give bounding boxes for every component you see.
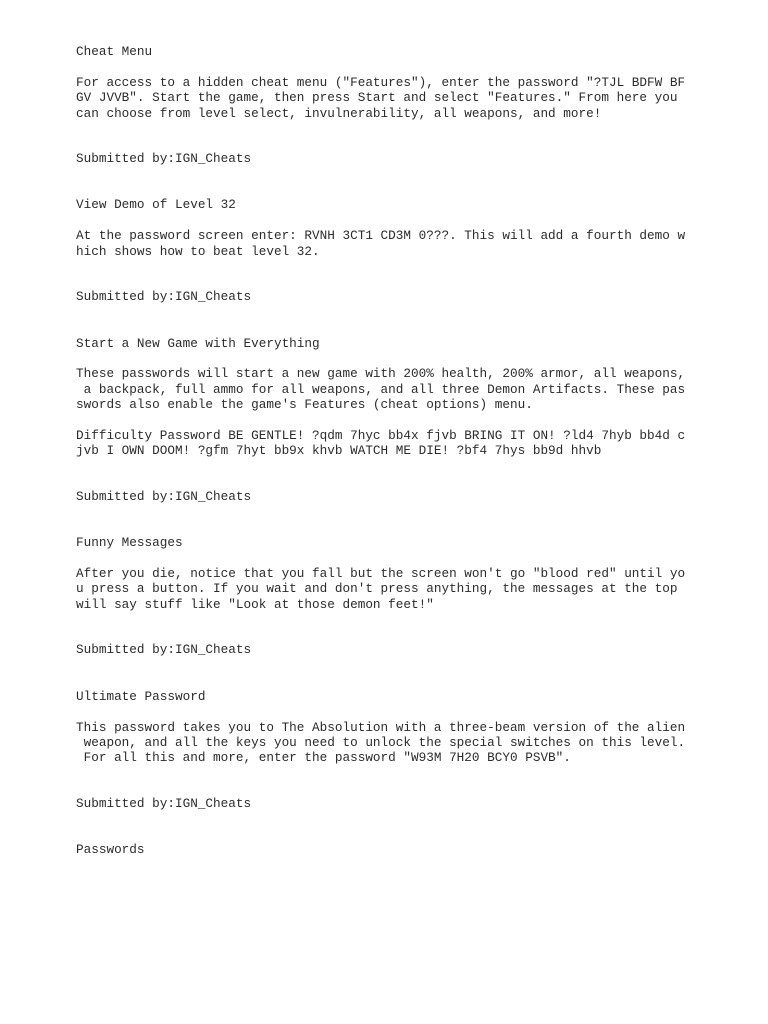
submitted-by-line: Submitted by:IGN_Cheats <box>76 151 252 166</box>
paragraph-line: a backpack, full ammo for all weapons, and all three Demon Artifacts. These pas <box>76 382 686 397</box>
paragraph-line: will say stuff like "Look at those demon feet!" <box>76 597 434 612</box>
submitted-by-line: Submitted by:IGN_Cheats <box>76 489 252 504</box>
paragraph-line: Difficulty Password BE GENTLE! ?qdm 7hyc bb4x fjvb BRING IT ON! ?ld4 7hyb bb4d c <box>76 428 686 443</box>
paragraph-line: hich shows how to beat level 32. <box>76 244 320 259</box>
paragraph-line: jvb I OWN DOOM! ?gfm 7hyt bb9x khvb WATCH ME DIE! ?bf4 7hys bb9d hhvb <box>76 443 602 458</box>
paragraph-line: weapon, and all the keys you need to unlock the special switches on this level. <box>76 735 686 750</box>
paragraph-line: GV JVVB". Start the game, then press Start and select "Features." From here you <box>76 90 678 105</box>
section-heading-ultimate-password: Ultimate Password <box>76 689 206 704</box>
paragraph-line: u press a button. If you wait and don't press anything, the messages at the top <box>76 581 678 596</box>
section-heading-funny-messages: Funny Messages <box>76 535 183 550</box>
section-heading-new-game: Start a New Game with Everything <box>76 336 320 351</box>
paragraph-line: After you die, notice that you fall but the screen won't go "blood red" until yo <box>76 566 686 581</box>
section-heading-view-demo: View Demo of Level 32 <box>76 197 236 212</box>
submitted-by-line: Submitted by:IGN_Cheats <box>76 289 252 304</box>
submitted-by-line: Submitted by:IGN_Cheats <box>76 642 252 657</box>
paragraph-line: For access to a hidden cheat menu ("Features"), enter the password "?TJL BDFW BF <box>76 75 686 90</box>
paragraph-line: This password takes you to The Absolution with a three-beam version of the alien <box>76 720 686 735</box>
section-heading-passwords: Passwords <box>76 842 145 857</box>
submitted-by-line: Submitted by:IGN_Cheats <box>76 796 252 811</box>
paragraph-line: swords also enable the game's Features (cheat options) menu. <box>76 397 533 412</box>
paragraph-line: can choose from level select, invulnerability, all weapons, and more! <box>76 106 602 121</box>
section-heading-cheat-menu: Cheat Menu <box>76 44 153 59</box>
paragraph-line: For all this and more, enter the password "W93M 7H20 BCY0 PSVB". <box>76 750 571 765</box>
paragraph-line: At the password screen enter: RVNH 3CT1 CD3M 0???. This will add a fourth demo w <box>76 228 686 243</box>
paragraph-line: These passwords will start a new game with 200% health, 200% armor, all weapons, <box>76 366 686 381</box>
